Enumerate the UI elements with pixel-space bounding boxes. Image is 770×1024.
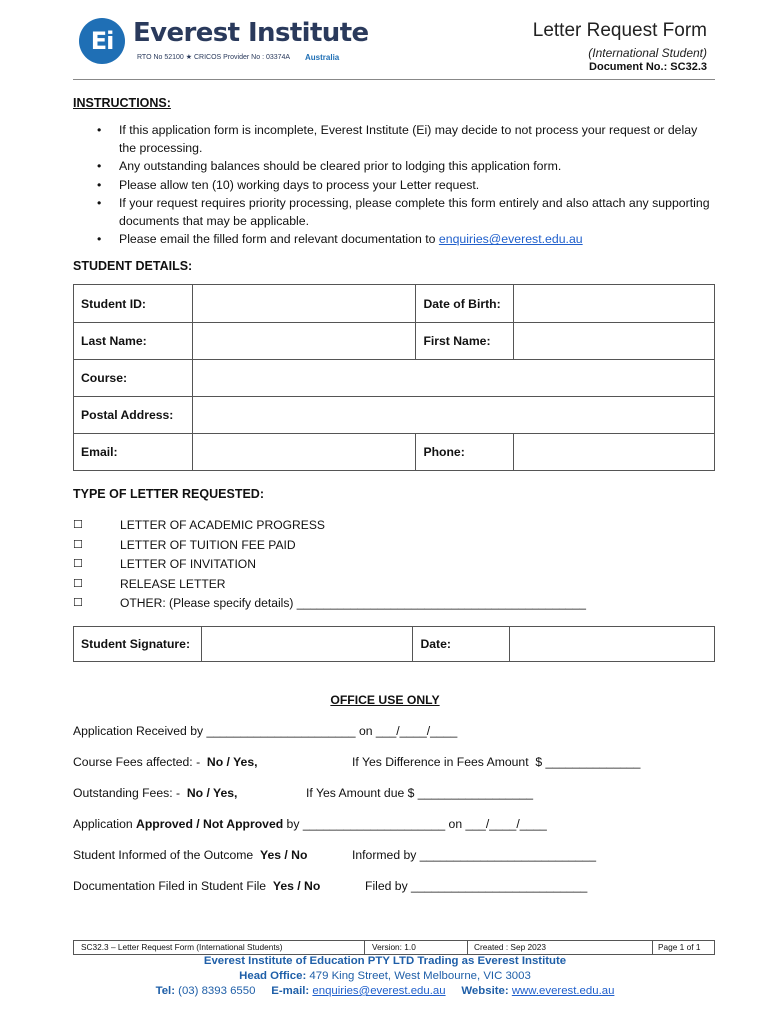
letter-type-list xyxy=(73,516,586,614)
approval-line xyxy=(73,817,547,831)
signature-date-label: Date: xyxy=(413,627,510,662)
footer-separator xyxy=(364,941,365,954)
informed-line xyxy=(73,848,307,862)
logo-country: Australia xyxy=(305,53,340,62)
footer-company: Everest Institute of Education PTY LTD Trading as Everest Institute xyxy=(203,955,567,967)
application-received-line: Application Received by ______________________ on ___/____/____ xyxy=(73,724,458,738)
filed-by: Filed by __________________________ xyxy=(365,879,588,893)
header-divider xyxy=(73,79,715,80)
footer-tel-label: Tel: xyxy=(155,985,175,997)
instruction-item xyxy=(97,230,717,248)
checkbox[interactable]: ☐ xyxy=(73,558,83,570)
phone-field[interactable] xyxy=(514,434,715,471)
footer-email-label: E-mail: xyxy=(271,985,310,997)
outstanding-fees-label: Outstanding Fees: - xyxy=(73,786,187,800)
checkbox[interactable]: ☐ xyxy=(73,519,83,531)
informed-by: Informed by __________________________ xyxy=(352,848,596,862)
logo-registration: RTO No 52100 ★ CRICOS Provider No : 03374A xyxy=(137,54,291,61)
letter-option-label: LETTER OF INVITATION xyxy=(120,557,256,571)
footer-version: Version: 1.0 xyxy=(372,942,416,952)
table-row xyxy=(74,434,715,471)
instructions-heading: INSTRUCTIONS: xyxy=(73,96,171,110)
logo-mark: Ei xyxy=(79,18,125,64)
date-of-birth-label: Date of Birth: xyxy=(416,285,514,323)
approval-suffix: by _____________________ on ___/____/____ xyxy=(283,817,547,831)
footer-head-office: 479 King Street, West Melbourne, VIC 3003 xyxy=(306,970,531,982)
table-row xyxy=(74,397,715,434)
course-fees-difference: If Yes Difference in Fees Amount $ ______________ xyxy=(352,755,641,769)
first-name-label: First Name: xyxy=(416,323,514,360)
outstanding-fees-line xyxy=(73,786,237,800)
footer-tel: (03) 8393 6550 xyxy=(174,985,256,997)
footer-head-office-label: Head Office: xyxy=(239,970,307,982)
footer-address xyxy=(0,970,770,982)
postal-address-label: Postal Address: xyxy=(74,397,193,434)
outstanding-amount: If Yes Amount due $ _________________ xyxy=(306,786,534,800)
outstanding-fees-options: No / Yes, xyxy=(186,786,238,800)
informed-label: Student Informed of the Outcome xyxy=(73,848,260,862)
filed-options: Yes / No xyxy=(272,879,321,893)
postal-address-field[interactable] xyxy=(192,397,714,434)
signature-date-field[interactable] xyxy=(510,627,715,662)
footer-document-info xyxy=(73,940,715,955)
student-signature-label: Student Signature: xyxy=(74,627,202,662)
student-signature-field[interactable] xyxy=(201,627,413,662)
checkbox[interactable]: ☐ xyxy=(73,538,83,551)
phone-label: Phone: xyxy=(416,434,514,471)
instruction-item: • Please allow ten (10) working days to process your Letter request. xyxy=(97,176,717,194)
footer-separator xyxy=(652,941,653,954)
instructions-list xyxy=(97,121,717,248)
student-id-label: Student ID: xyxy=(74,285,193,323)
instruction-email-link[interactable]: enquiries@everest.edu.au xyxy=(438,232,583,247)
letter-option-label: LETTER OF ACADEMIC PROGRESS xyxy=(120,518,325,532)
footer-separator xyxy=(467,941,468,954)
list-item xyxy=(73,594,586,614)
footer-created: Created : Sep 2023 xyxy=(474,942,546,952)
list-item xyxy=(73,555,586,575)
course-fees-options: No / Yes, xyxy=(206,755,258,769)
letter-option-label: OTHER: (Please specify details) ___________________________________________ xyxy=(120,596,586,610)
table-row xyxy=(74,323,715,360)
email-label: Email: xyxy=(74,434,193,471)
table-row xyxy=(74,627,715,662)
approval-prefix: Application xyxy=(73,817,137,831)
letter-type-heading: TYPE OF LETTER REQUESTED: xyxy=(73,487,264,501)
first-name-field[interactable] xyxy=(514,323,715,360)
course-fees-label: Course Fees affected: - xyxy=(73,755,207,769)
document-number: Document No.: SC32.3 xyxy=(589,61,707,73)
course-fees-line xyxy=(73,755,258,769)
institute-logo xyxy=(79,16,369,68)
footer-website-link[interactable]: www.everest.edu.au xyxy=(511,985,615,997)
student-details-table xyxy=(73,284,715,471)
filed-label: Documentation Filed in Student File xyxy=(73,879,273,893)
filed-line xyxy=(73,879,320,893)
informed-options: Yes / No xyxy=(259,848,308,862)
logo-name: Everest Institute xyxy=(133,18,369,48)
letter-option-label: RELEASE LETTER xyxy=(120,576,226,591)
last-name-label: Last Name: xyxy=(74,323,193,360)
student-details-heading: STUDENT DETAILS: xyxy=(73,259,193,273)
course-field[interactable] xyxy=(192,360,714,397)
footer-website-label: Website: xyxy=(461,985,509,997)
instruction-item: • If this application form is incomplete, Everest Institute (Ei) may decide to not process your request or delay the processing. xyxy=(97,121,717,157)
instruction-email-text: Please email the filled form and relevant documentation to xyxy=(119,232,439,247)
footer-form-ref: SC32.3 – Letter Request Form (International Students) xyxy=(81,942,283,952)
table-row xyxy=(74,285,715,323)
list-item xyxy=(73,516,586,536)
footer-email-link[interactable]: enquiries@everest.edu.au xyxy=(312,985,446,997)
course-label: Course: xyxy=(74,360,193,397)
list-item xyxy=(73,536,586,556)
approval-options: Approved / Not Approved xyxy=(136,817,284,831)
list-item xyxy=(73,575,586,595)
footer-page: Page 1 of 1 xyxy=(658,942,701,952)
checkbox[interactable]: ☐ xyxy=(73,597,83,609)
checkbox[interactable]: ☐ xyxy=(73,577,83,590)
last-name-field[interactable] xyxy=(192,323,416,360)
instruction-item: • If your request requires priority processing, please complete this form entirely and also attach any supporting documents that may be applicable. xyxy=(97,194,717,230)
date-of-birth-field[interactable] xyxy=(514,285,715,323)
footer-contact xyxy=(0,985,770,997)
student-id-field[interactable] xyxy=(192,285,416,323)
form-subtitle: (International Student) xyxy=(588,46,707,60)
signature-table xyxy=(73,626,715,662)
letter-option-label: LETTER OF TUITION FEE PAID xyxy=(120,537,296,552)
email-field[interactable] xyxy=(192,434,416,471)
office-use-heading: OFFICE USE ONLY xyxy=(330,693,440,707)
table-row xyxy=(74,360,715,397)
form-title: Letter Request Form xyxy=(532,20,707,41)
instruction-item: • Any outstanding balances should be cleared prior to lodging this application form. xyxy=(97,157,717,175)
